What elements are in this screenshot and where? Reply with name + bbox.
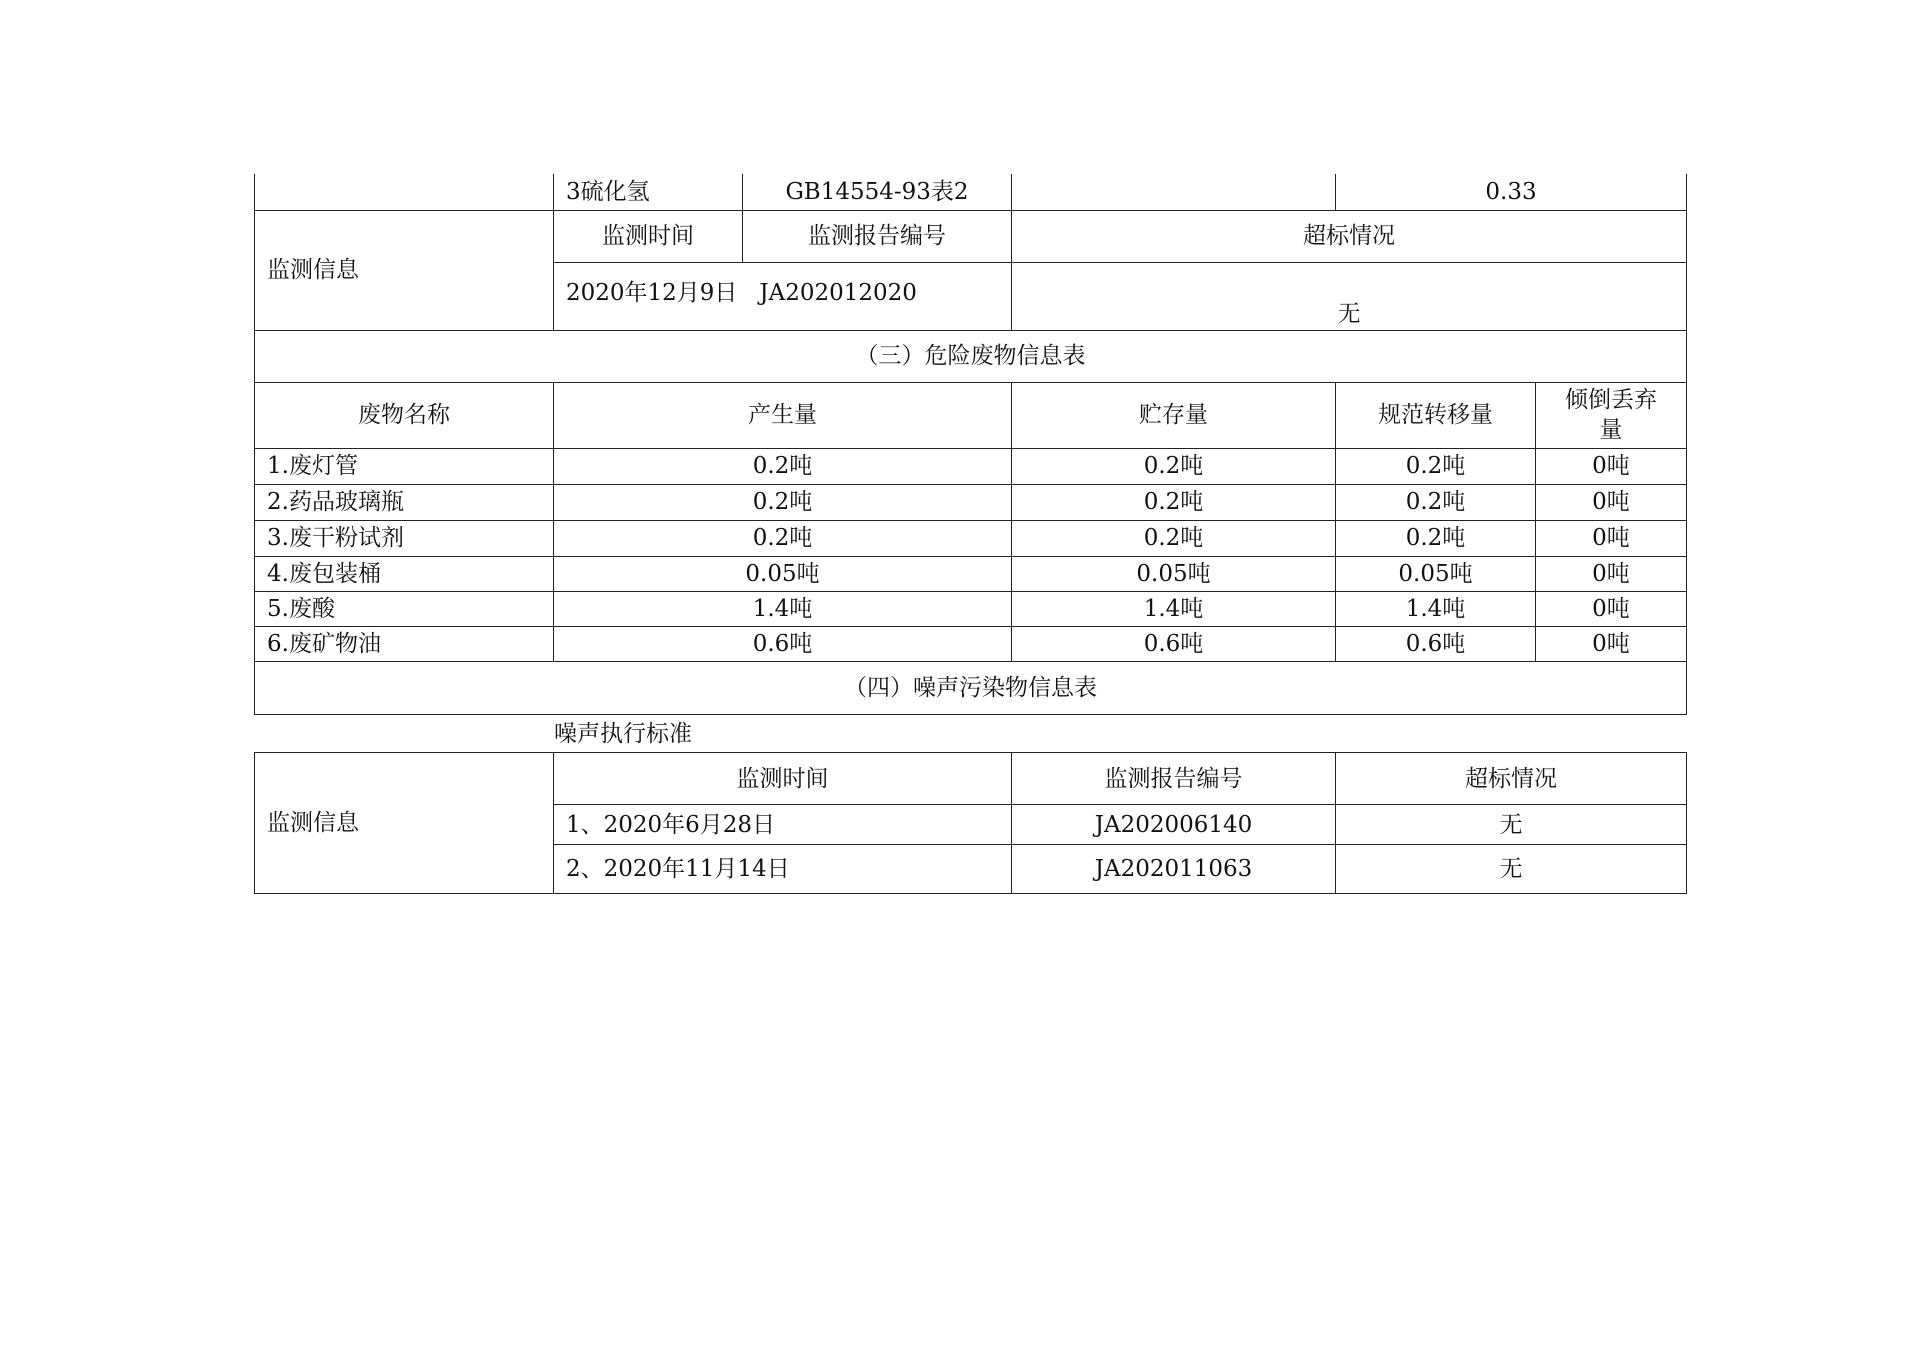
table-row <box>255 382 1687 448</box>
noise-time: 1、2020年6月28日 <box>554 805 1012 845</box>
noise-report: JA202006140 <box>1012 805 1336 845</box>
dumped-amount: 0吨 <box>1536 448 1687 484</box>
noise-monitor-table <box>254 752 1687 894</box>
waste-name: 1.废灯管 <box>255 448 554 484</box>
produced-amount: 0.2吨 <box>554 448 1012 484</box>
pollutant-info-table <box>254 174 1687 715</box>
transferred-amount: 0.2吨 <box>1336 448 1536 484</box>
noise-exceed: 无 <box>1336 845 1687 894</box>
stored-amount: 1.4吨 <box>1012 591 1336 626</box>
dumped-amount: 0吨 <box>1536 520 1687 556</box>
table-row <box>255 556 1687 591</box>
table-row <box>255 626 1687 661</box>
stored-amount: 0.2吨 <box>1012 448 1336 484</box>
waste-name: 2.药品玻璃瓶 <box>255 484 554 520</box>
header-time: 监测时间 <box>554 753 1012 805</box>
table-row <box>255 661 1687 714</box>
transferred-amount: 0.6吨 <box>1336 626 1536 661</box>
table-row <box>255 448 1687 484</box>
dumped-amount: 0吨 <box>1536 591 1687 626</box>
table-row <box>255 174 1687 210</box>
header-report: 监测报告编号 <box>1012 753 1336 805</box>
table-row <box>255 484 1687 520</box>
monitor-report: JA202012020 <box>759 279 917 306</box>
header-transferred: 规范转移量 <box>1336 382 1536 448</box>
produced-amount: 1.4吨 <box>554 591 1012 626</box>
monitor-label: 监测信息 <box>255 210 554 330</box>
stored-amount: 0.2吨 <box>1012 484 1336 520</box>
pollutant-standard: GB14554-93表2 <box>743 174 1012 210</box>
waste-name: 4.废包装桶 <box>255 556 554 591</box>
noise-time: 2、2020年11月14日 <box>554 845 1012 894</box>
header-stored: 贮存量 <box>1012 382 1336 448</box>
header-time: 监测时间 <box>554 210 743 262</box>
table-row <box>255 753 1687 805</box>
transferred-amount: 0.05吨 <box>1336 556 1536 591</box>
monitor-exceed: 无 <box>1012 262 1687 330</box>
dumped-amount: 0吨 <box>1536 626 1687 661</box>
header-dumped: 倾倒丢弃量 <box>1536 382 1687 448</box>
dumped-amount: 0吨 <box>1536 484 1687 520</box>
transferred-amount: 0.2吨 <box>1336 484 1536 520</box>
produced-amount: 0.05吨 <box>554 556 1012 591</box>
header-exceed: 超标情况 <box>1012 210 1687 262</box>
produced-amount: 0.2吨 <box>554 484 1012 520</box>
waste-name: 6.废矿物油 <box>255 626 554 661</box>
table-row <box>255 210 1687 262</box>
noise-report: JA202011063 <box>1012 845 1336 894</box>
blank-cell <box>255 174 554 210</box>
monitor-time-report <box>554 262 1012 330</box>
waste-name: 3.废干粉试剂 <box>255 520 554 556</box>
hazardous-title: （三）危险废物信息表 <box>255 330 1687 382</box>
stored-amount: 0.2吨 <box>1012 520 1336 556</box>
produced-amount: 0.6吨 <box>554 626 1012 661</box>
header-report: 监测报告编号 <box>743 210 1012 262</box>
monitor-label: 监测信息 <box>255 753 554 894</box>
noise-standard-label: 噪声执行标准 <box>554 721 692 747</box>
blank-cell <box>1012 174 1336 210</box>
header-exceed: 超标情况 <box>1336 753 1687 805</box>
table-row <box>255 330 1687 382</box>
noise-title: （四）噪声污染物信息表 <box>255 661 1687 714</box>
monitor-time: 2020年12月9日 <box>566 279 738 306</box>
pollutant-value: 0.33 <box>1336 174 1687 210</box>
header-waste-name: 废物名称 <box>255 382 554 448</box>
noise-exceed: 无 <box>1336 805 1687 845</box>
waste-name: 5.废酸 <box>255 591 554 626</box>
produced-amount: 0.2吨 <box>554 520 1012 556</box>
dumped-amount: 0吨 <box>1536 556 1687 591</box>
stored-amount: 0.6吨 <box>1012 626 1336 661</box>
stored-amount: 0.05吨 <box>1012 556 1336 591</box>
header-produced: 产生量 <box>554 382 1012 448</box>
transferred-amount: 0.2吨 <box>1336 520 1536 556</box>
table-row <box>255 520 1687 556</box>
table-row <box>255 591 1687 626</box>
transferred-amount: 1.4吨 <box>1336 591 1536 626</box>
pollutant-item: 3硫化氢 <box>554 174 743 210</box>
